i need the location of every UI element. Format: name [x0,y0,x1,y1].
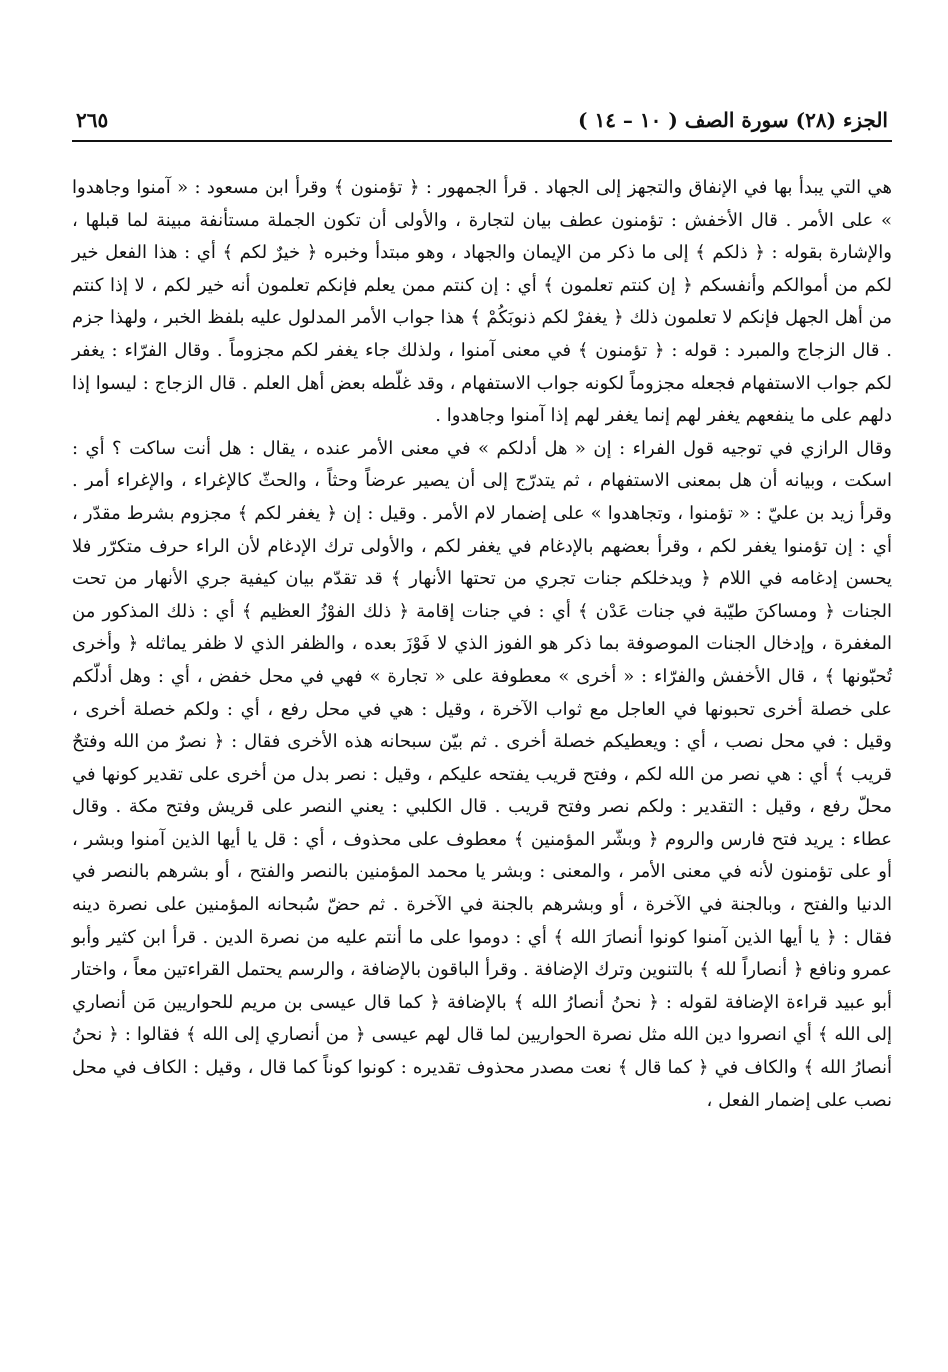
page [72,100,892,1300]
header-rule [72,140,892,142]
body-text [72,172,892,1117]
paragraph: هي التي يبدأ بها في الإنفاق والتجهز إلى الجهاد . قرأ الجمهور : ﴿ تؤمنون ﴾ وقرأ ابن مسعود : « آمنوا وجاهدوا » على الأمر . قال الأخفش : تؤمنون عطف بيان لتجارة ، والأولى أن تكون الجملة مستأنفة مبينة لما قبلها ، والإشارة بقوله : ﴿ ذلكم ﴾ إلى ما ذكر من الإيمان والجهاد ، وهو مبتدأ وخبره ﴿ خيرٌ لكم ﴾ أي : هذا الفعل خير لكم من أموالكم وأنفسكم ﴿ إن كنتم تعلمون ﴾ أي : إن كنتم ممن يعلم فإنكم تعلمون أنه خير لكم ، لا إذا كنتم من أهل الجهل فإنكم لا تعلمون ذلك ﴿ يغفرْ لكم ذنوبَكُمْ ﴾ هذا جواب الأمر المدلول عليه بلفظ الخبر ، ولهذا جزم . قال الزجاج والمبرد : قوله : ﴿ تؤمنون ﴾ في معنى آمنوا ، ولذلك جاء يغفر لكم مجزوماً . وقال الفرّاء : يغفر لكم جواب الاستفهام فجعله مجزوماً لكونه جواب الاستفهام ، وقد غلّطه بعض أهل العلم . قال الزجاج : ليسوا إذا دلهم على ما ينفعهم يغفر لهم إنما يغفر لهم إذا آمنوا وجاهدوا . [72,177,892,427]
header-title: الجزء (٢٨) سورة الصف ( ١٠ – ١٤ ) [578,108,888,132]
page-number: ٢٦٥ [76,108,109,132]
paragraph: وقال الرازي في توجيه قول الفراء : إن « هل أدلكم » في معنى الأمر عنده ، يقال : هل أنت ساكت ؟ أي : اسكت ، وبيانه أن هل بمعنى الاستفهام ، ثم يتدرّج إلى أن يصير عرضاً وحثاً ، والحثّ كالإغراء ، والإغراء أمر . وقرأ زيد بن عليّ : « تؤمنوا ، وتجاهدوا » على إضمار لام الأمر . وقيل : إن ﴿ يغفر لكم ﴾ مجزوم بشرط مقدّر ، أي : إن تؤمنوا يغفر لكم ، وقرأ بعضهم بالإدغام في يغفر لكم ، والأولى ترك الإدغام لأن الراء حرف متكرّر فلا يحسن إدغامه في اللام ﴿ ويدخلكم جنات تجري من تحتها الأنهار ﴾ قد تقدّم بيان كيفية جري الأنهار من تحت الجنات ﴿ ومساكنَ طيّبة في جنات عَدْن ﴾ أي : في جنات إقامة ﴿ ذلك الفوْزُ العظيم ﴾ أي : ذلك المذكور من المغفرة ، وإدخال الجنات الموصوفة بما ذكر هو الفوز الذي لا فَوْزَ بعده ، والظفر الذي لا ظفر يماثله ﴿ وأخرى تُحبّونها ﴾ ، قال الأخفش والفرّاء : « أخرى » معطوفة على « تجارة » فهي في محل خفض ، أي : وهل أدلّكم على خصلة أخرى تحبونها في العاجل مع ثواب الآخرة ، وقيل : هي في محل رفع ، أي : ولكم خصلة أخرى ، وقيل : في محل نصب ، أي : ويعطيكم خصلة أخرى . ثم بيّن سبحانه هذه الأخرى فقال : ﴿ نصرٌ من الله وفتحٌ قريب ﴾ أي : هي نصر من الله لكم ، وفتح قريب يفتحه عليكم ، وقيل : نصر بدل من أخرى على تقدير كونها في محلّ رفع ، وقيل : التقدير : ولكم نصر وفتح قريب . قال الكلبي : يعني النصر على قريش وفتح مكة . وقال عطاء : يريد فتح فارس والروم ﴿ وبشّر المؤمنين ﴾ معطوف على محذوف ، أي : قل يا أيها الذين آمنوا وبشر ، أو على تؤمنون لأنه في معنى الأمر ، والمعنى : وبشر يا محمد المؤمنين بالنصر والفتح ، أو بشرهم بالنصر في الدنيا والفتح ، وبالجنة في الآخرة ، أو وبشرهم بالجنة في الآخرة . ثم حضّ سُبحانه المؤمنين على نصرة دينه فقال : ﴿ يا أيها الذين آمنوا كونوا أنصارَ الله ﴾ أي : دوموا على ما أنتم عليه من نصرة الدين . قرأ ابن كثير وأبو عمرو ونافع ﴿ أنصاراً لله ﴾ بالتنوين وترك الإضافة . وقرأ الباقون بالإضافة ، والرسم يحتمل القراءتين معاً ، واختار أبو عبيد قراءة الإضافة لقوله : ﴿ نحنُ أنصارُ الله ﴾ بالإضافة ﴿ كما قال عيسى بن مريم للحواريين مَن أنصاري إلى الله ﴾ أي انصروا دين الله مثل نصرة الحواريين لما قال لهم عيسى ﴿ من أنصاري إلى الله ﴾ فقالوا : ﴿ نحنُ أنصارُ الله ﴾ والكاف في ﴿ كما قال ﴾ نعت مصدر محذوف تقديره : كونوا كوناً كما قال ، وقيل : الكاف في محل نصب على إضمار الفعل ، [72,437,893,1111]
running-header [72,100,892,134]
